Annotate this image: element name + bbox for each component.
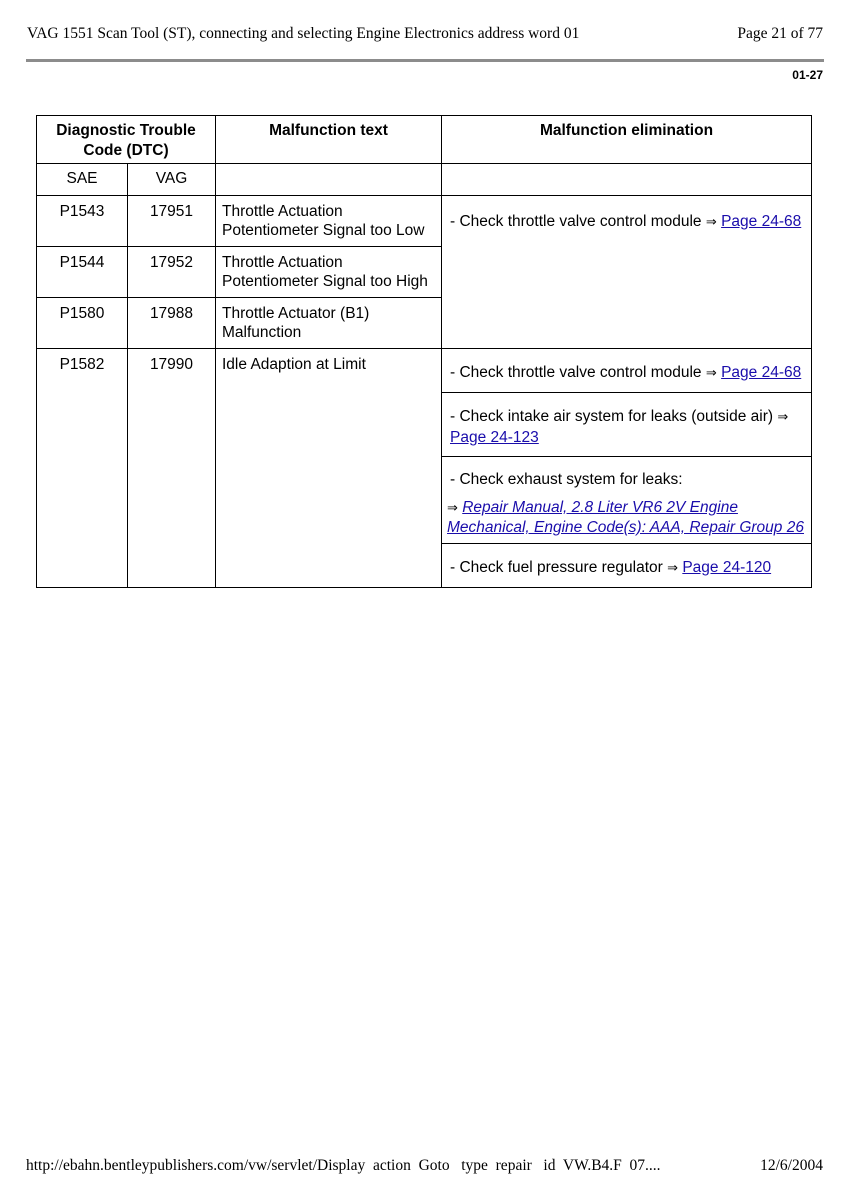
- elimination-cell: [442, 457, 812, 544]
- sae-header: SAE: [37, 164, 128, 196]
- table-row: [37, 195, 812, 246]
- malfunction-text: Throttle Actuation Potentiometer Signal too High: [216, 246, 442, 297]
- vag-code: 17990: [128, 348, 216, 588]
- elimination-cell: [442, 393, 812, 457]
- page-indicator: Page 21 of 77: [737, 25, 823, 42]
- dtc-header: Diagnostic Trouble Code (DTC): [37, 116, 216, 164]
- sae-code: P1582: [37, 348, 128, 588]
- table-row: [37, 348, 812, 393]
- empty-cell: [442, 164, 812, 196]
- arrow-right-icon: ⇒: [705, 214, 717, 230]
- malfunction-text-header: Malfunction text: [216, 116, 442, 164]
- dtc-table: [36, 115, 812, 588]
- table-subheader-row: [37, 164, 812, 196]
- malfunction-elimination-header: Malfunction elimination: [442, 116, 812, 164]
- sae-code: P1544: [37, 246, 128, 297]
- document-title: VAG 1551 Scan Tool (ST), connecting and selecting Engine Electronics address word 01: [27, 25, 580, 42]
- empty-cell: [216, 164, 442, 196]
- vag-header: VAG: [128, 164, 216, 196]
- vag-code: 17951: [128, 195, 216, 246]
- malfunction-text: Throttle Actuator (B1) Malfunction: [216, 297, 442, 348]
- page-link[interactable]: Page 24-68: [721, 212, 802, 230]
- table-header-row: [37, 116, 812, 164]
- elimination-cell: [442, 348, 812, 393]
- footer-date: 12/6/2004: [760, 1157, 823, 1174]
- header-divider: [26, 59, 824, 62]
- page-link[interactable]: Page 24-123: [450, 428, 539, 446]
- page-link[interactable]: Page 24-68: [721, 363, 802, 381]
- elimination-cell: [442, 195, 812, 348]
- section-code: 01-27: [792, 68, 823, 82]
- malfunction-text: Throttle Actuation Potentiometer Signal too Low: [216, 195, 442, 246]
- malfunction-text: Idle Adaption at Limit: [216, 348, 442, 588]
- arrow-right-icon: ⇒: [447, 500, 458, 516]
- sae-code: P1580: [37, 297, 128, 348]
- elimination-text: - Check throttle valve control module: [450, 212, 702, 230]
- arrow-right-icon: ⇒: [705, 365, 717, 381]
- footer-url: http://ebahn.bentleypublishers.com/vw/servlet/Display action Goto type repair id VW.B4.F 07....: [26, 1157, 661, 1174]
- elimination-text: - Check throttle valve control module: [450, 363, 702, 381]
- elimination-text: - Check intake air system for leaks (outside air): [450, 408, 774, 425]
- vag-code: 17952: [128, 246, 216, 297]
- page-link[interactable]: Page 24-120: [682, 558, 772, 576]
- vag-code: 17988: [128, 297, 216, 348]
- elimination-text: - Check fuel pressure regulator: [450, 558, 663, 576]
- repair-manual-link[interactable]: Repair Manual, 2.8 Liter VR6 2V Engine Mechanical, Engine Code(s): AAA, Repair Group 26: [447, 498, 804, 536]
- arrow-right-icon: ⇒: [777, 410, 789, 425]
- elimination-text: - Check exhaust system for leaks:: [450, 471, 683, 488]
- sae-code: P1543: [37, 195, 128, 246]
- repair-manual-reference: [447, 498, 807, 538]
- elimination-cell: [442, 543, 812, 588]
- arrow-right-icon: ⇒: [667, 560, 679, 576]
